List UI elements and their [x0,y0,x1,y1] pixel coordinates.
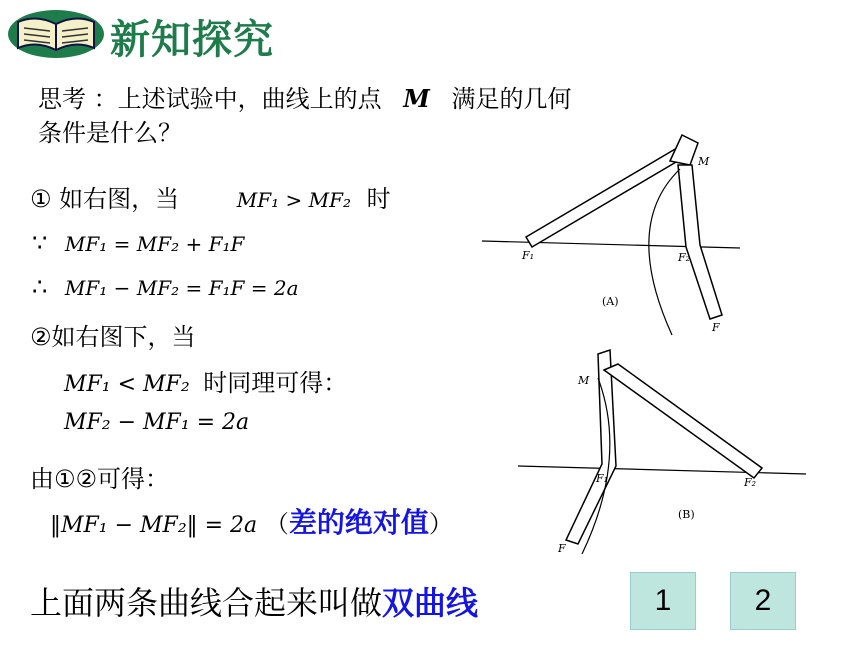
slide-button-1[interactable]: 1 [630,572,696,630]
point-m: M [403,84,430,113]
diagram-a-curve [649,169,680,335]
therefore-symbol: ∴ [32,273,48,301]
case1-intro-end: 时 [366,185,391,213]
diagram-b-caption: (B) [678,508,695,521]
case2-line [64,368,347,400]
diagram-a-caption: (A) [602,295,619,308]
case2-cond-end: 时同理可得： [203,369,348,397]
diagram-a-ruler-left [526,145,688,247]
summary-note: 差的绝对值 [288,506,429,539]
diagram-b-f: F [558,542,566,555]
because-formula: MF₁ = MF₂ + F₁F [64,232,245,256]
diagram-b-f2: F₂ [744,476,757,489]
diagram-a-ruler-right [678,165,722,319]
diagram-a-f1: F₁ [522,249,535,262]
diagram-b-ruler-left [566,350,616,544]
case2-result [64,406,249,438]
page-title: 新知探究 [110,17,274,63]
diagram-a-m: M [698,155,710,168]
question-line1 [38,84,572,114]
because-line [32,228,244,259]
slide-button-2[interactable]: 2 [730,572,796,630]
diagram-a-f2: F₂ [678,251,691,264]
case2-formula: MF₂ − MF₁ = 2a [64,410,250,435]
diagram-b-f1: F₁ [596,472,609,485]
because-symbol: ∵ [32,229,48,257]
diagram-b-ruler-right [604,364,762,478]
summary-intro: 由①②可得： [30,465,170,493]
diagram-a-f: F [712,321,720,334]
diagram-b [518,348,810,558]
summary-paren-open: （ [264,510,289,538]
summary-line [50,508,453,541]
diagram-b-axis [518,466,806,474]
summary-paren-close: ） [428,510,453,538]
therefore-formula: MF₁ − MF₂ = F₁F = 2a [64,276,299,300]
question-line2: 条件是什么？ [38,119,182,147]
conclusion-term: 双曲线 [382,584,479,622]
case2-condition: MF₁ < MF₂ [64,372,190,397]
book-icon [6,4,106,60]
diagram-a [482,125,750,340]
conclusion-text: 上面两条曲线合起来叫做 [30,584,383,622]
conclusion-line [30,578,478,624]
therefore-line [32,272,299,303]
summary-formula: ‖MF₁ − MF₂‖ = 2a [50,513,258,538]
question-text-b: 满足的几何 [451,85,572,113]
case1-intro: ① 如右图，当 [30,185,180,213]
case2-intro: ②如右图下，当 [30,323,196,351]
diagram-b-m: M [578,374,590,387]
case1-condition: MF₁ > MF₂ [236,188,352,212]
case1-line [30,184,391,215]
question-text-a: 思考 ：上述试验中，曲线上的点 [38,85,382,113]
